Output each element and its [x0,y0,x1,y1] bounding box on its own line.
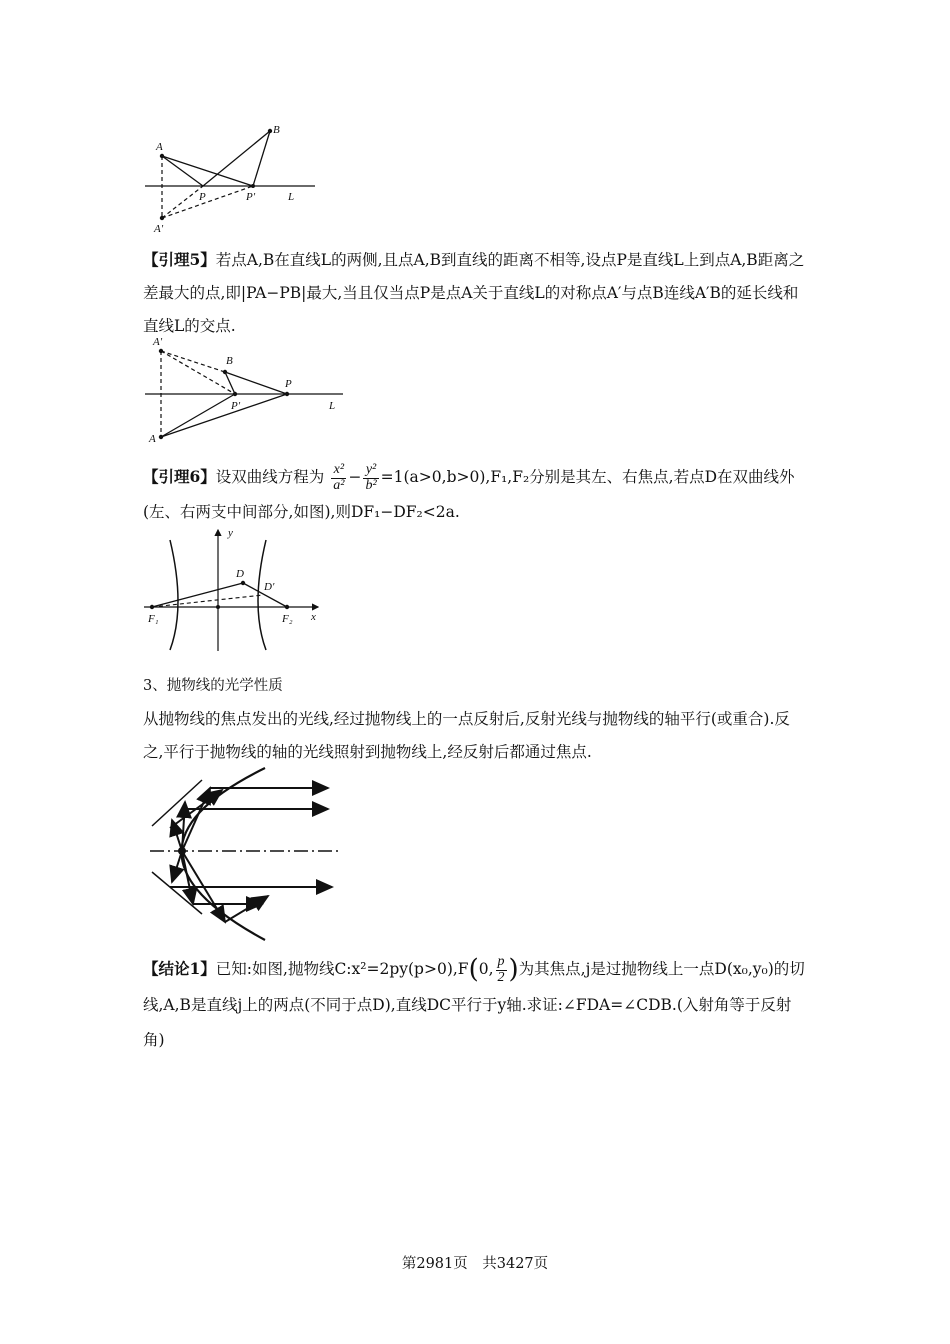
conclusion1-paragraph [143,951,808,1058]
fig2-label-l: L [329,400,336,412]
fraction-numerator-x: x² [331,463,346,479]
figure4-svg [140,762,355,947]
lemma6-paragraph [143,459,808,530]
fig3-label-f1: F₁ [148,613,159,625]
fig1-label-p: P [199,191,206,203]
fraction-y-over-b [363,463,378,493]
fraction-p-over-2 [496,955,507,985]
figure-hyperbola [140,526,330,656]
figure3-svg [140,526,330,656]
fraction-denominator-a: a² [333,477,345,493]
figure1-svg [140,120,320,238]
lemma6-equation-rest: =1(a>0,b>0) [380,468,486,486]
section3-heading: 3、抛物线的光学性质 [143,678,283,694]
right-paren: ) [508,954,519,985]
fig2-label-p: P [285,378,292,390]
fig1-label-p-prime: P′ [246,191,256,203]
fraction-numerator-p: p [497,953,505,969]
lemma5-paragraph [143,243,808,343]
fig3-label-d-prime: D′ [264,581,275,593]
lemma5-tag: 【引理5】 [143,250,216,269]
fig3-label-f2: F₂ [282,613,293,625]
section3-paragraph: 从抛物线的焦点发出的光线,经过抛物线上的一点反射后,反射光线与抛物线的轴平行(或重合).反之,平行于抛物线的轴的光线照射到抛物线上,经反射后都通过焦点. [143,710,790,761]
lemma6-text-after: ,F₁,F₂分别是其左、右焦点,若点D在双曲线外(左、右两支中间部分,如图),则DF₁−DF₂<2a. [143,468,795,521]
conclusion1-part1: 已知:如图,抛物线C:x²=2py(p>0),F [215,960,469,978]
lemma6-minus: − [348,468,362,486]
fig1-label-l: L [288,191,295,203]
lemma5-text: 若点A,B在直线L的两侧,且点A,B到直线的距离不相等,设点P是直线L上到点A,B距离之差最大的点,即|PA−PB|最大,当且仅当点P是点A关于直线L的对称点A′与点B连线A′B的延长线和直线L的交点. [143,251,805,335]
left-paren: ( [468,954,479,985]
fraction-x-over-a [331,463,346,493]
fig2-label-p-prime: P′ [231,400,241,412]
fraction-denominator-2: 2 [497,969,505,985]
figure-reflection-lemma5 [140,333,350,448]
conclusion1-frac-lead: 0, [478,960,494,978]
lemma6-lead: 设双曲线方程为 [215,468,325,486]
fig2-label-a-prime: A′ [153,336,163,348]
fig3-label-d: D [236,568,244,580]
fraction-denominator-b: b² [365,477,377,493]
conclusion1-tag: 【结论1】 [143,959,216,978]
figure-parabola-optics [140,762,355,947]
fig3-label-y: y [228,527,233,539]
lemma6-tag: 【引理6】 [143,467,216,486]
fig1-label-a: A [156,141,163,153]
fraction-numerator-y: y² [363,463,378,479]
figure2-svg [140,333,350,448]
fig2-label-b: B [226,355,233,367]
fig2-label-a: A [149,433,156,445]
fig3-label-x: x [311,611,316,623]
figure-reflection-lemma4 [140,120,320,238]
fig1-label-a-prime: A′ [154,223,164,235]
conclusion1-part2: 为其焦点,j是过抛物线上一点D(x₀,y₀)的切线,A,B是直线j上的两点(不同于点D),直线DC平行于y轴.求证:∠FDA=∠CDB.(入射角等于反射角) [143,960,805,1049]
fig1-label-b: B [273,124,280,136]
page-footer: 第2981页 共3427页 [401,1256,549,1272]
